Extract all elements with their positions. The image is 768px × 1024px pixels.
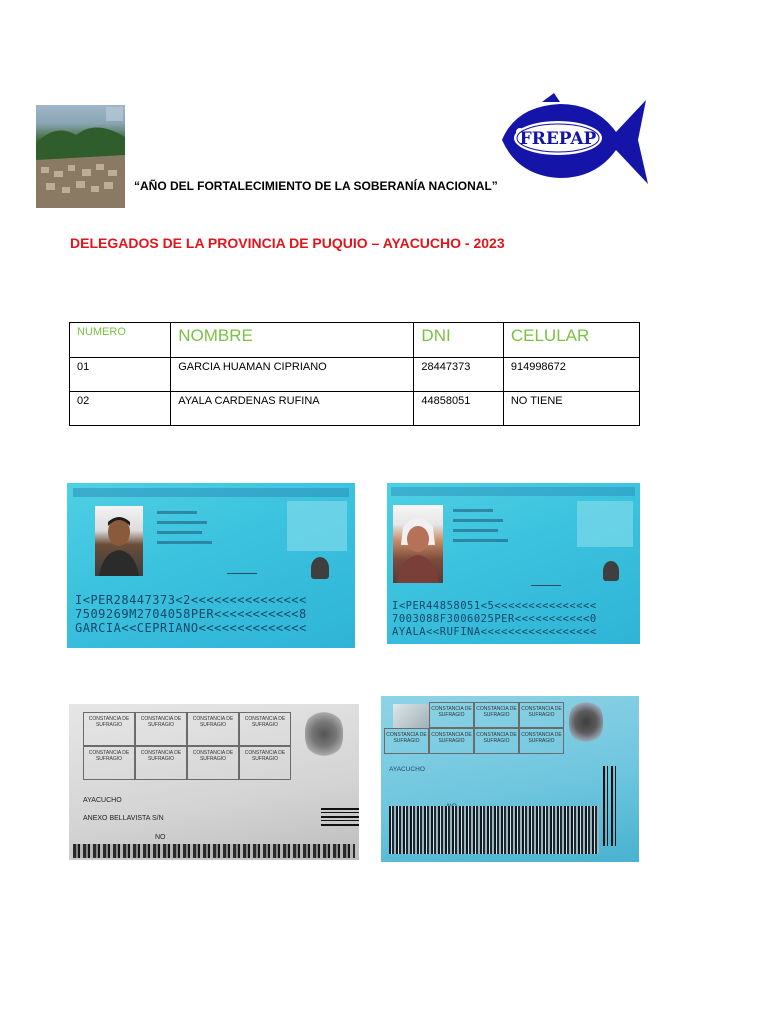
frepap-fish-logo (498, 92, 650, 188)
mrz-line-1: I<PER28447373<2<<<<<<<<<<<<<<< (75, 593, 307, 607)
id-card-back-2 (381, 696, 639, 862)
card-dates-block (287, 501, 347, 551)
card-text-block (453, 505, 513, 560)
stamp-cell: CONSTANCIA DE SUFRAGIO (474, 728, 519, 754)
pdf417-barcode (389, 806, 599, 854)
stamp-cell: CONSTANCIA DE SUFRAGIO (187, 712, 239, 746)
id-card-front-1 (67, 483, 355, 648)
barcode-vertical (603, 766, 619, 846)
landscape-photo (36, 105, 125, 208)
card-dates-block (577, 501, 633, 547)
table-row (70, 358, 640, 392)
fingerprint-small (393, 704, 429, 728)
row-name: GARCIA HUAMAN CIPRIANO (171, 358, 414, 392)
header-dni: DNI (414, 323, 503, 358)
fingerprint-icon (569, 700, 603, 744)
stamp-cell: CONSTANCIA DE SUFRAGIO (239, 746, 291, 780)
barcode-vertical (321, 808, 359, 826)
stamp-cell: CONSTANCIA DE SUFRAGIO (239, 712, 291, 746)
donation-value: NO (155, 834, 166, 841)
department-value: AYACUCHO (83, 797, 122, 804)
header-nombre: NOMBRE (171, 323, 414, 358)
fingerprint-icon (305, 710, 343, 758)
mrz-line-2: 7509269M2704058PER<<<<<<<<<<<8 (75, 607, 307, 621)
stamp-cell: CONSTANCIA DE SUFRAGIO (474, 702, 519, 728)
mrz-line-1: I<PER44858051<5<<<<<<<<<<<<<<< (392, 600, 597, 612)
row-dni: 28447373 (414, 358, 503, 392)
row-phone: NO TIENE (503, 392, 639, 426)
ghost-photo (311, 557, 329, 579)
id-photo (393, 505, 443, 583)
card-header-strip (391, 487, 635, 496)
id-photo (95, 506, 143, 576)
signature (531, 575, 561, 586)
stamp-cell: CONSTANCIA DE SUFRAGIO (187, 746, 239, 780)
row-number: 02 (70, 392, 171, 426)
stamp-cell: CONSTANCIA DE SUFRAGIO (83, 712, 135, 746)
stamp-cell: CONSTANCIA DE SUFRAGIO (135, 746, 187, 780)
row-dni: 44858051 (414, 392, 503, 426)
year-quote: “AÑO DEL FORTALECIMIENTO DE LA SOBERANÍA NACIONAL” (134, 179, 498, 193)
stamp-cell: CONSTANCIA DE SUFRAGIO (519, 702, 564, 728)
mrz-line-3: GARCIA<<CEPRIANO<<<<<<<<<<<<<< (75, 621, 307, 635)
stamp-cell: CONSTANCIA DE SUFRAGIO (429, 702, 474, 728)
row-name: AYALA CARDENAS RUFINA (171, 392, 414, 426)
id-card-back-1 (69, 704, 359, 860)
row-number: 01 (70, 358, 171, 392)
header-celular: CELULAR (503, 323, 639, 358)
stamp-cell: CONSTANCIA DE SUFRAGIO (429, 728, 474, 754)
header-numero: NUMERO (70, 323, 171, 358)
table-header-row (70, 323, 640, 358)
stamp-cell: CONSTANCIA DE SUFRAGIO (519, 728, 564, 754)
signature (227, 563, 257, 574)
delegates-table (69, 322, 640, 426)
ghost-photo (603, 561, 619, 581)
id-card-front-2 (387, 483, 640, 644)
stamp-cell: CONSTANCIA DE SUFRAGIO (384, 728, 429, 754)
table-row (70, 392, 640, 426)
page-title: DELEGADOS DE LA PROVINCIA DE PUQUIO – AYACUCHO - 2023 (70, 235, 505, 251)
stamp-cell: CONSTANCIA DE SUFRAGIO (135, 712, 187, 746)
card-text-block (157, 507, 217, 562)
card-header-strip (73, 488, 349, 497)
stamp-cell: CONSTANCIA DE SUFRAGIO (83, 746, 135, 780)
mrz-line-3: AYALA<<RUFINA<<<<<<<<<<<<<<<<< (392, 626, 597, 638)
logo-text: FREPAP (519, 129, 597, 149)
department-value: AYACUCHO (389, 766, 425, 773)
row-phone: 914998672 (503, 358, 639, 392)
pdf417-barcode (73, 844, 355, 858)
mrz-line-2: 7003088F3006025PER<<<<<<<<<<<0 (392, 613, 597, 625)
address-value: ANEXO BELLAVISTA S/N (83, 815, 164, 822)
